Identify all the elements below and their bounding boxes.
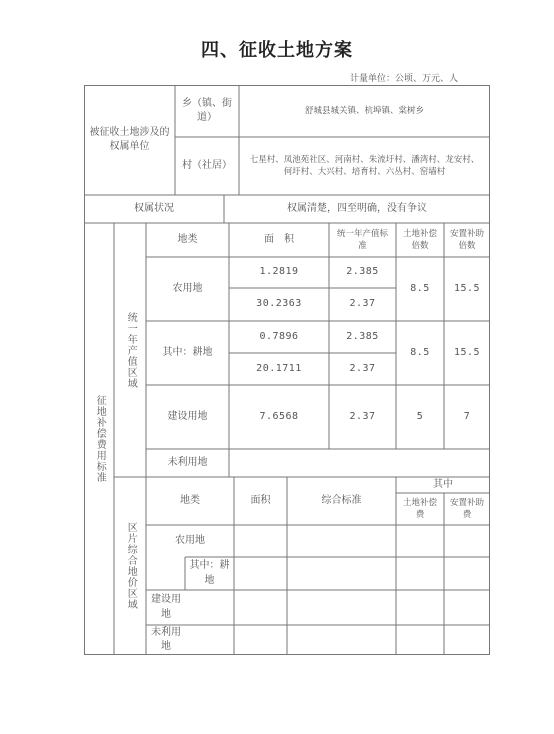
- zone-header-of-which: 其中: [433, 478, 453, 490]
- agri-resettle-multiple: 15.5: [453, 282, 481, 294]
- standard-label: 征地补偿费用标准: [94, 395, 106, 483]
- agri-value-2: 2.37: [349, 298, 376, 310]
- unified-header-land-multiple: 土地补偿倍数: [402, 228, 437, 251]
- status-value: 权属清楚，四至明确，没有争议: [287, 202, 427, 214]
- unified-header-resettle-multiple: 安置补助倍数: [449, 228, 484, 251]
- status-label: 权属状况: [134, 202, 174, 214]
- unified-region-label: 统一年产值区域: [125, 311, 137, 389]
- land-acquisition-table: [84, 85, 490, 655]
- ownership-label: 被征收土地涉及的权属单位: [89, 126, 170, 152]
- arable-area-1: 0.7896: [259, 330, 299, 342]
- build-value: 2.37: [349, 410, 376, 422]
- arable-land-multiple: 8.5: [410, 346, 430, 358]
- build-resettle-multiple: 7: [463, 410, 471, 422]
- zone-arable-label: 其中：耕地: [189, 560, 230, 586]
- unified-header-value: 统一年产值标准: [336, 228, 388, 251]
- zone-agri-label: 农用地: [175, 534, 205, 546]
- build-land-multiple: 5: [416, 410, 424, 422]
- zone-header-area: 面积: [250, 494, 271, 506]
- agri-area-1: 1.2819: [259, 266, 299, 278]
- unused-label: 未利用地: [167, 456, 208, 468]
- build-area: 7.6568: [259, 410, 299, 422]
- agri-area-2: 30.2363: [256, 298, 302, 310]
- agri-value-1: 2.385: [346, 266, 379, 278]
- zone-build-label: 建设用地: [151, 594, 181, 620]
- zone-unused-label: 未利用地: [151, 626, 181, 652]
- township-value: 舒城县城关镇、杭埠镇、棠树乡: [304, 105, 424, 116]
- village-value: 七星村、凤池苑社区、河南村、朱流圩村、潘湾村、龙安村、何圩村、大兴村、培育村、六丛村、窑墙村: [249, 154, 480, 177]
- unified-header-area: 面 积: [264, 233, 294, 245]
- zone-header-land-fee: 土地补偿费: [402, 497, 437, 520]
- arable-area-2: 20.1711: [256, 362, 302, 374]
- zone-region-label: 区片综合地价区域: [125, 522, 137, 610]
- arable-value-1: 2.385: [346, 330, 379, 342]
- page-title: 四、征收土地方案: [201, 40, 353, 61]
- zone-header-resettle-fee: 安置补助费: [449, 497, 484, 520]
- arable-label: 其中：耕地: [162, 346, 213, 358]
- township-label: 乡（镇、街道）: [182, 97, 232, 123]
- arable-resettle-multiple: 15.5: [453, 346, 481, 358]
- village-label: 村（社居）: [182, 159, 232, 171]
- agri-label: 农用地: [172, 282, 203, 294]
- unified-header-type: 地类: [177, 233, 198, 245]
- zone-header-type: 地类: [180, 494, 200, 506]
- zone-header-standard: 综合标准: [321, 494, 362, 506]
- arable-value-2: 2.37: [349, 362, 376, 374]
- unit-note: 计量单位：公顷、万元、人: [349, 74, 458, 84]
- agri-land-multiple: 8.5: [410, 282, 430, 294]
- build-label: 建设用地: [167, 410, 208, 422]
